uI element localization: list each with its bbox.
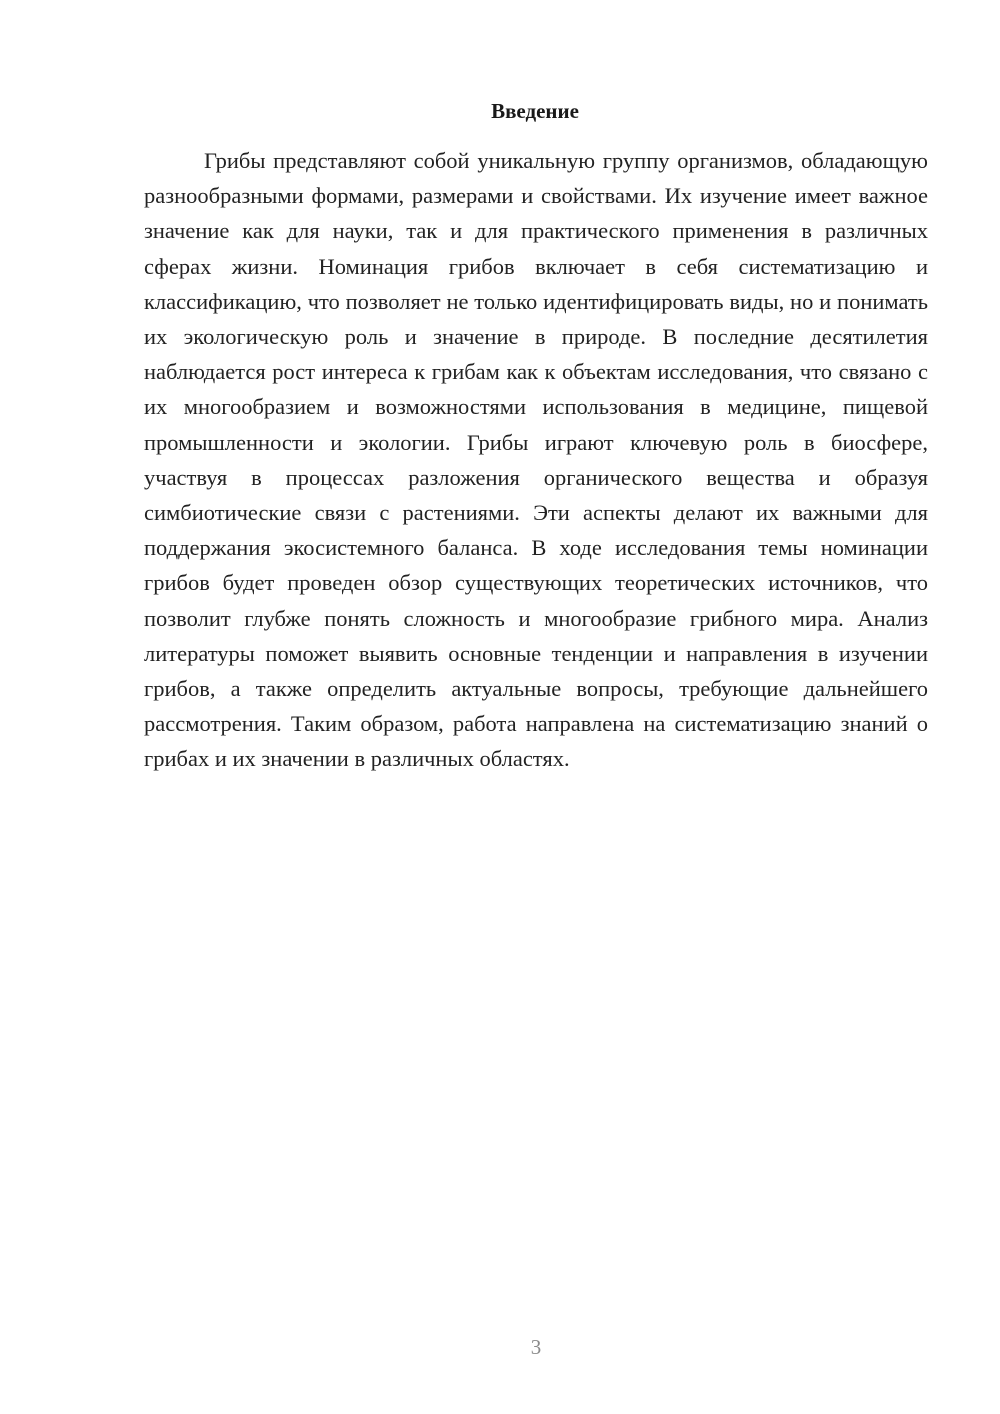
section-heading: Введение bbox=[491, 99, 579, 123]
introduction-paragraph: Грибы представляют собой уникальную группу организмов, обладающую разнообразными формами, размерами и свойствами. Их изучение имеет важное значение как для науки, так и для практического применения в различных сферах жизни. Номинация грибов включает в себя систематизацию и классификацию, что позволяет не только идентифицировать виды, но и понимать их экологическую роль и значение в природе. В последние десятилетия наблюдается рост интереса к грибам как к объектам исследования, что связано с их многообразием и возможностями использования в медицине, пищевой промышленности и экологии. Грибы играют ключевую роль в биосфере, участвуя в процессах разложения органического вещества и образуя симбиотические связи с растениями. Эти аспекты делают их важными для поддержания экосистемного баланса. В ходе исследования темы номинации грибов будет проведен обзор существующих теоретических источников, что позволит глубже понять сложность и многообразие грибного мира. Анализ литературы поможет выявить основные тенденции и направления в изучении грибов, а также определить актуальные вопросы, требующие дальнейшего рассмотрения. Таким образом, работа направлена на систематизацию знаний о грибах и их значении в различных областях. bbox=[144, 148, 928, 772]
page-number: 3 bbox=[530, 1335, 542, 1359]
